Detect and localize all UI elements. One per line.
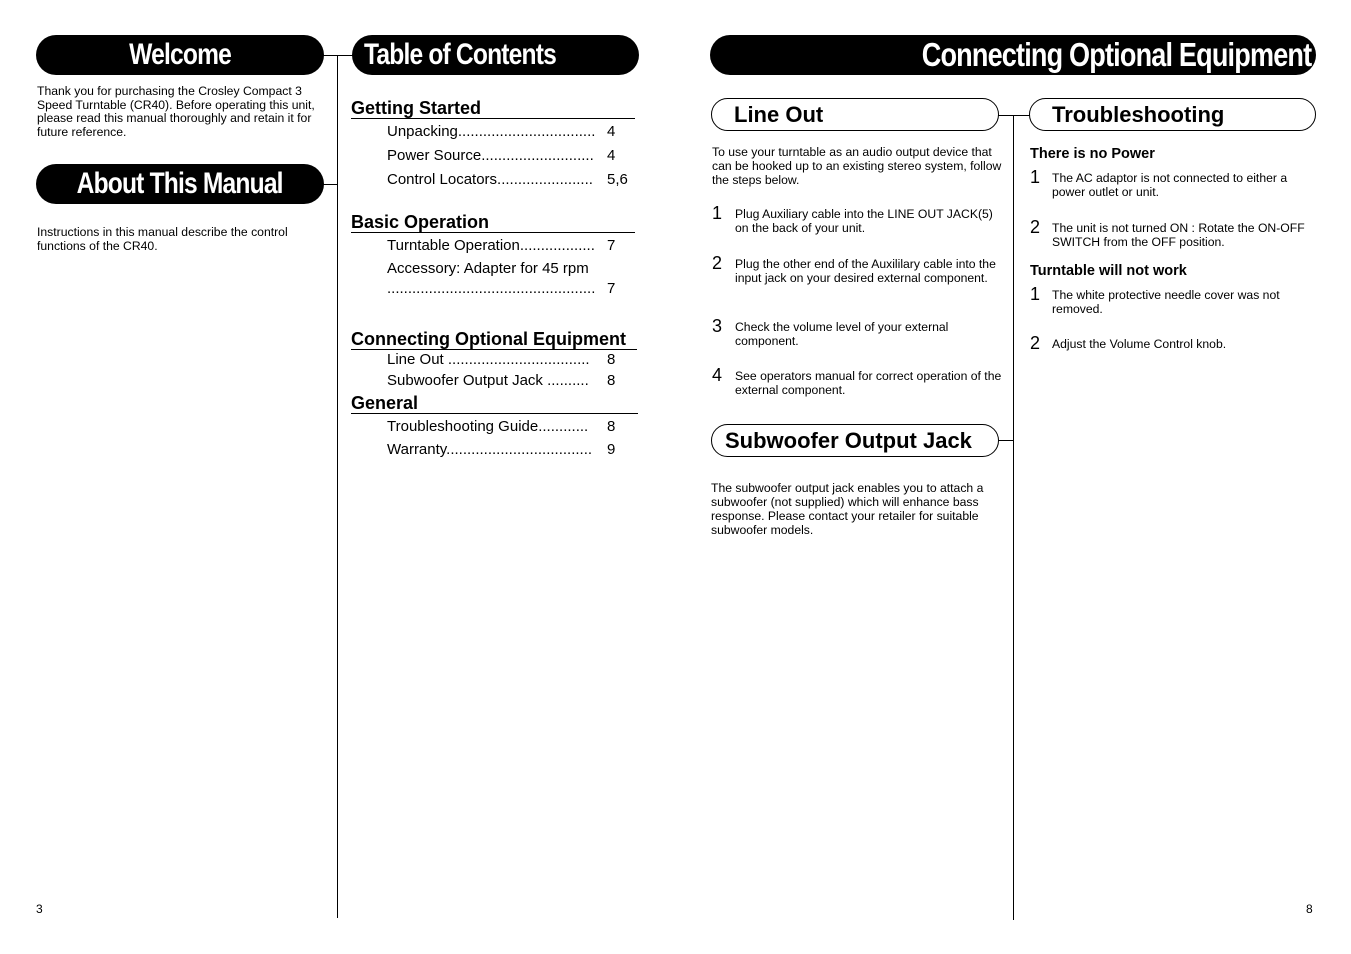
toc-entry-page: 9	[607, 441, 616, 458]
toc-entry-label: Accessory: Adapter for 45 rpm	[387, 260, 589, 277]
subwoofer-title: Subwoofer Output Jack	[725, 427, 972, 453]
toc-entry-label: Subwoofer Output Jack ..........	[387, 372, 589, 389]
toc-entry-label: Unpacking.................................	[387, 123, 596, 140]
item-number: 1	[1030, 167, 1041, 187]
toc-entry-page: 8	[607, 351, 616, 368]
toc-heading-getting-started: Getting Started	[351, 98, 635, 119]
lineout-title: Line Out	[734, 101, 824, 127]
toc-entry-page: 5,6	[607, 171, 628, 188]
toc-heading-general: General	[351, 393, 638, 414]
toc-entry[interactable]	[387, 147, 594, 165]
welcome-body: Thank you for purchasing the Crosley Compact 3 Speed Turntable (CR40). Before operating this unit, please read this manual thoroughly and retain it for future reference.	[37, 84, 315, 139]
toc-entry-label: Power Source...........................	[387, 147, 594, 164]
lineout-header	[711, 98, 999, 131]
right-column-divider	[1013, 115, 1014, 920]
welcome-title: Welcome	[129, 38, 231, 71]
item-text: The white protective needle cover was not removed.	[1052, 288, 1280, 316]
step-text: Plug Auxiliary cable into the LINE OUT JACK(5) on the back of your unit.	[735, 207, 993, 235]
toc-entry[interactable]	[387, 441, 592, 459]
toc-heading-basic-operation: Basic Operation	[351, 212, 635, 233]
item-number: 1	[1030, 284, 1041, 304]
toc-entry-page: 7	[607, 237, 616, 254]
lineout-intro: To use your turntable as an audio output device that can be hooked up to an existing stereo system, follow the steps below.	[712, 145, 1002, 187]
toc-entry-page: 8	[607, 372, 616, 389]
toc-entry[interactable]	[387, 351, 590, 369]
about-header	[36, 164, 324, 204]
troubleshooting-title: Troubleshooting	[1052, 101, 1225, 127]
toc-heading-connecting: Connecting Optional Equipment	[351, 329, 637, 350]
not-work-heading: Turntable will not work	[1030, 263, 1187, 279]
item-text: Adjust the Volume Control knob.	[1052, 337, 1227, 351]
toc-entry[interactable]	[387, 260, 589, 278]
toc-entry[interactable]	[387, 171, 593, 189]
toc-entry-label: Line Out ..................................	[387, 351, 590, 368]
connecting-header	[710, 35, 1316, 75]
troubleshooting-header	[1029, 98, 1316, 131]
connecting-title: Connecting Optional Equipment	[921, 36, 1312, 73]
toc-entry-page: 4	[607, 147, 616, 164]
toc-entry[interactable]	[387, 280, 595, 298]
left-page-number: 3	[36, 902, 43, 916]
step-number: 2	[712, 253, 723, 273]
toc-entry-page: 4	[607, 123, 616, 140]
toc-entry-label: ..................................................	[387, 280, 596, 297]
welcome-header	[36, 35, 324, 75]
about-body: Instructions in this manual describe the control functions of the CR40.	[37, 225, 288, 253]
step-text: Plug the other end of the Auxililary cable into the input jack on your desired external component.	[735, 257, 996, 285]
subwoofer-header	[711, 424, 999, 457]
subwoofer-body: The subwoofer output jack enables you to attach a subwoofer (not supplied) which will enhance bass response. Please contact your retailer for suitable subwoofer models.	[711, 481, 984, 537]
toc-entry-page: 8	[607, 418, 616, 435]
item-number: 2	[1030, 217, 1041, 237]
toc-entry-label: Control Locators.......................	[387, 171, 593, 188]
item-number: 2	[1030, 333, 1041, 353]
toc-entry[interactable]	[387, 123, 595, 141]
welcome-connector-line	[320, 55, 354, 56]
lineout-connector-line	[997, 115, 1031, 116]
right-page-number: 8	[1306, 902, 1313, 916]
subwoofer-connector-line	[997, 440, 1013, 441]
step-number: 4	[712, 365, 723, 385]
no-power-heading: There is no Power	[1030, 146, 1155, 162]
toc-entry-page: 7	[607, 280, 616, 297]
toc-entry-label: Warranty...................................	[387, 441, 593, 458]
toc-entry-label: Troubleshooting Guide............	[387, 418, 589, 435]
item-text: The AC adaptor is not connected to either a power outlet or unit.	[1052, 171, 1288, 199]
toc-entry-label: Turntable Operation..................	[387, 237, 595, 254]
about-title: About This Manual	[76, 167, 284, 200]
toc-entry[interactable]	[387, 418, 588, 436]
step-number: 1	[712, 203, 723, 223]
step-text: Check the volume level of your external component.	[735, 320, 949, 348]
toc-entry[interactable]	[387, 237, 595, 255]
toc-header	[352, 35, 639, 75]
step-number: 3	[712, 316, 723, 336]
item-text: The unit is not turned ON : Rotate the ON-OFF SWITCH from the OFF position.	[1052, 221, 1305, 249]
toc-entry[interactable]	[387, 372, 589, 390]
toc-title: Table of Contents	[364, 38, 556, 71]
step-text: See operators manual for correct operation of the external component.	[735, 369, 1002, 397]
